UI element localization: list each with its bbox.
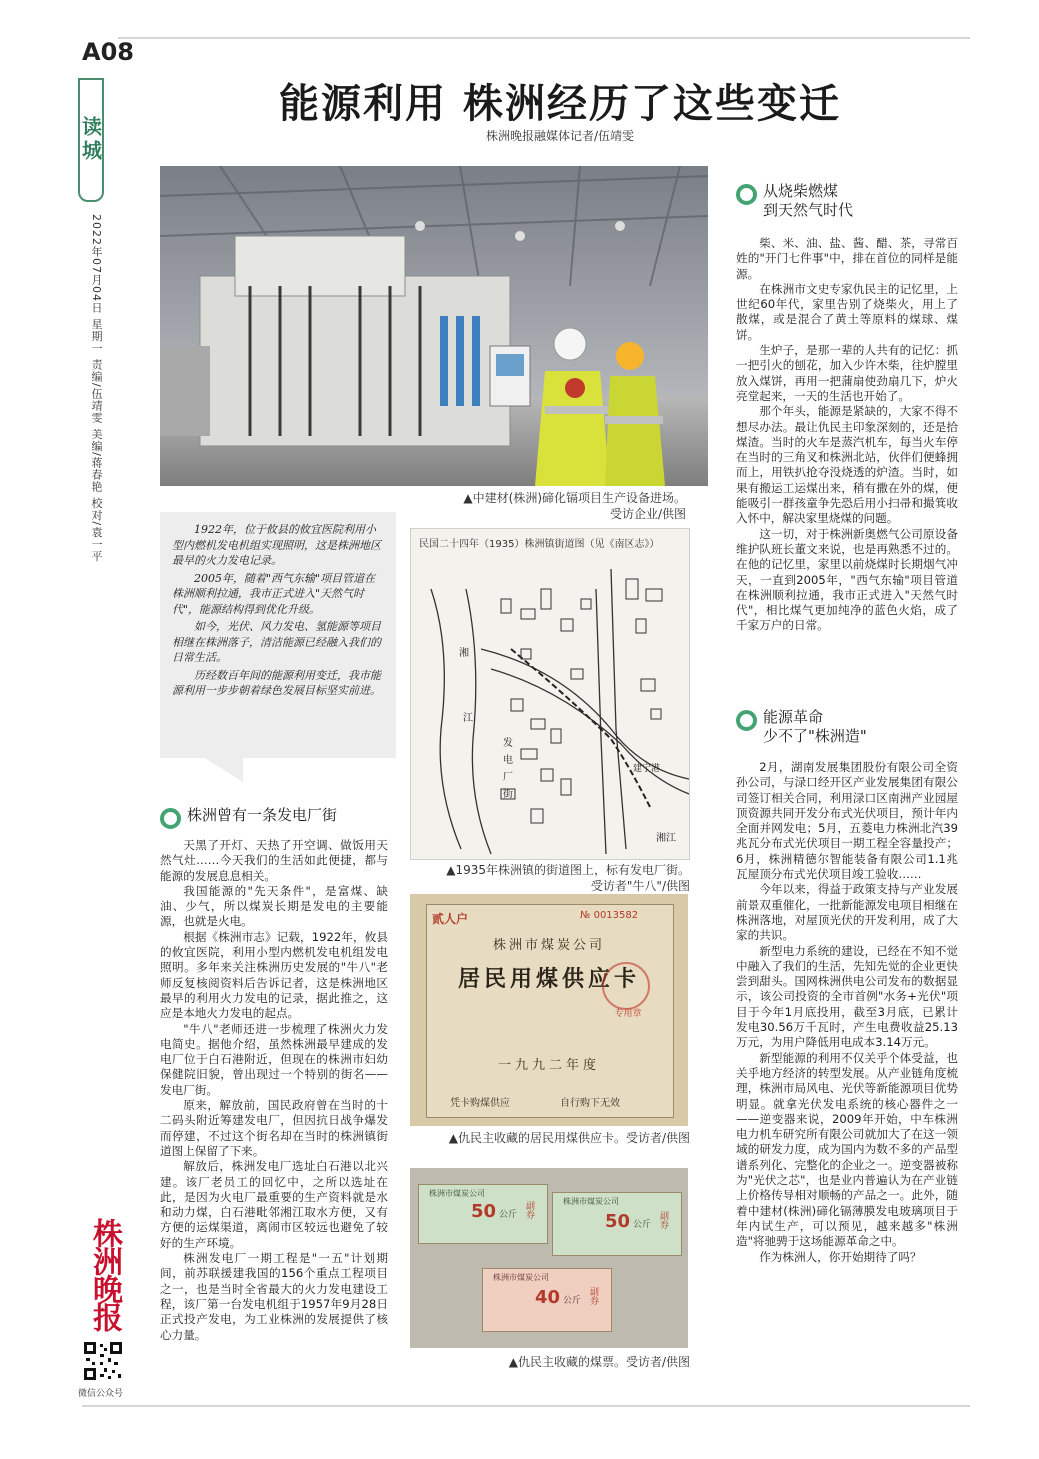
section2-title-line1: 从烧柴燃煤 — [763, 182, 839, 200]
card-number: № 0013582 — [580, 910, 639, 921]
card-seal-icon — [602, 962, 650, 1010]
map-label: 电 — [503, 755, 513, 766]
card-caption: ▲仇民主收藏的居民用煤供应卡。受访者/供图 — [448, 1131, 690, 1145]
brand-logo: 株洲晚报 — [87, 1218, 122, 1330]
coal-card-photo — [410, 894, 688, 1126]
body-paragraph: 那个年头，能源是紧缺的，大家不得不想尽办法。最让仇民主印象深刻的，还是拾煤渣。当时的火车是蒸汽机车，每当火车停在当时的三角叉和株洲北站，伙伴们便蜂拥而上，用铁扒抢夺没烧透的炉渣。当时，如果有搬运工运煤出来，稍有撒在外的煤，便能吸引一群孩童争先恐后用小扫帚和撮箕收入怀中，解决家里烧煤的问题。 — [736, 404, 958, 526]
factory-caption — [360, 490, 686, 522]
top-rule — [118, 37, 970, 39]
intro-paragraph: 历经数百年间的能源利用变迁，我市能源利用一步步朝着绿色发展目标坚实前进。 — [172, 668, 381, 697]
ticket-unit: 公斤 — [563, 1296, 582, 1306]
map-label: 建宁港 — [633, 764, 661, 774]
body-paragraph: 2月，湖南发展集团股份有限公司全资孙公司，与渌口经开区产业发展集团有限公司签订相关合同，利用渌口区南洲产业园屋顶资源共同开发分布式光伏项目，预计年内全面并网发电；5月，五菱电力株洲北汽39兆瓦分布式光伏项目一期工程全容量投产；6月，株洲精德尔智能装备有限公司1.1兆瓦屋顶分布式光伏项目竣工验收…… — [736, 760, 958, 882]
section2-title-line2: 到天然气时代 — [763, 201, 854, 219]
body-paragraph: 在株洲市文史专家仇民主的记忆里，上世纪60年代，家里告别了烧柴火，用上了散煤，或是混合了黄土等原料的煤球、煤饼。 — [736, 281, 958, 342]
ticket-amount: 40 — [535, 1287, 561, 1308]
coal-ticket — [418, 1184, 548, 1244]
body-paragraph: 新型电力系统的建设，已经在不知不觉中融入了我们的生活，先知先觉的企业更快尝到甜头。国网株洲供电公司发布的数据显示，该公司投资的全市首例"水务+光伏"项目于今年1月底投用，截至3月底，已累计发电30.56万千瓦时，产生电费收益25.13万元，为用户降低用电成本3.14万元。 — [736, 943, 958, 1050]
body-paragraph: "牛八"老师还进一步梳理了株洲火力发电简史。据他介绍，虽然株洲最早建成的发电厂位于白石港附近，但现在的株洲市妇幼保健院旧貌，曾出现过一个特别的街名——发电厂街。 — [160, 1021, 388, 1097]
ticket-side: 副券 — [524, 1201, 534, 1219]
section2-body — [736, 236, 958, 634]
ticket-head: 株洲市煤炭公司 — [429, 1189, 485, 1198]
bullet-ring-icon — [736, 184, 757, 205]
body-paragraph: 作为株洲人，你开始期待了吗？ — [759, 1249, 922, 1264]
section1-heading — [160, 806, 337, 829]
tickets-caption: ▲仇民主收藏的煤票。受访者/供图 — [508, 1355, 690, 1369]
intro-box-tail — [205, 758, 243, 782]
section3-title-line1: 能源革命 — [763, 708, 824, 726]
body-paragraph: 今年以来，得益于政策支持与产业发展前景双重催化，一批新能源发电项目相继在株洲落地，对屋顶光伏的开发利用，成了大家的共识。 — [736, 882, 958, 943]
ticket-head: 株洲市煤炭公司 — [493, 1273, 549, 1282]
card-corner: 贰人户 — [432, 912, 469, 926]
intro-text — [172, 522, 384, 701]
bullet-ring-icon — [160, 808, 181, 829]
section3-heading — [736, 708, 867, 746]
section-tab — [78, 78, 104, 202]
intro-paragraph: 1922年，位于攸县的攸宜医院利用小型内燃机发电机组实现照明，这是株洲地区最早的火力发电记录。 — [172, 523, 381, 567]
map-image — [410, 528, 690, 860]
card-title: 居民用煤供应卡 — [457, 967, 640, 992]
section1-title: 株洲曾有一条发电厂街 — [187, 806, 338, 824]
body-paragraph: 新型能源的利用不仅关乎个体受益，也关乎地方经济的转型发展。从产业链角度梳理，株洲市局风电、光伏等新能源项目优势明显。就拿光伏发电系统的核心器件之一——逆变器来说，2009年开始，中车株洲电力机车研究所有限公司就加大了在这一领域的研发力度，成为国内为数不多的产品型谱系列化、完整化的企业之一。逆变器被称为"光伏之芯"，也是业内普遍认为在产业链上价格传导相对顺畅的产品之一。此外，随着中建材(株洲)碲化镉薄膜发电玻璃项目于年内试生产，可以预见，越来越多"株洲造"将驰骋于这场能源革命之中。 — [736, 1050, 958, 1249]
factory-credit: 受访企业/供图 — [609, 507, 686, 521]
body-paragraph: 株洲发电厂一期工程是"一五"计划期间，前苏联援建我国的156个重点工程项目之一，也是当时全省最大的火力发电建设工程，该厂第一台发电机组于1957年9月28日正式投产发电，为工业株洲的发展提供了核心力量。 — [160, 1251, 388, 1342]
ticket-head: 株洲市煤炭公司 — [563, 1197, 619, 1206]
card-note-left: 凭卡购煤供应 — [450, 1098, 510, 1109]
coal-ticket — [552, 1192, 682, 1256]
body-paragraph: 生炉子，是那一辈的人共有的记忆：抓一把引火的刨花，加入少许木柴，往炉膛里放入煤饼，再用一把蒲扇使劲扇几下，炉火亮堂起来，一天的生活也开始了。 — [736, 343, 958, 403]
bottom-rule — [82, 1405, 970, 1407]
map-label: 发 — [503, 738, 513, 749]
card-note-right: 自行购下无效 — [560, 1098, 620, 1109]
section2-heading — [736, 182, 853, 220]
body-paragraph: 解放后，株洲发电厂选址白石港以北兴建。该厂老员工的回忆中，之所以选址在此，是因为火电厂最重要的生产资料就是水和动力煤，白石港毗邻湘江取水方便，又有方便的运煤渠道，离闹市区较远也避免了较好的生产环境。 — [160, 1159, 388, 1250]
body-paragraph: 我国能源的"先天条件"，是富煤、缺油、少气，所以煤炭长期是发电的主要能源，也就是火电。 — [160, 883, 388, 929]
body-paragraph: 天黑了开灯、天热了开空调、做饭用天然气灶……今天我们的生活如此便捷，都与能源的发展息息相关。 — [160, 838, 388, 883]
map-label: 湘江 — [656, 833, 676, 844]
ticket-amount: 50 — [471, 1201, 497, 1222]
intro-paragraph: 2005年，随着"西气东输"项目管道在株洲顺利拉通，我市正式进入"天然气时代"，能源结构得到优化升级。 — [172, 571, 376, 616]
map-credit: 受访者"牛八"/供图 — [590, 879, 690, 893]
page-number: A08 — [82, 38, 134, 66]
map-label: 江 — [463, 713, 473, 724]
body-paragraph: 这一切，对于株洲新奥燃气公司原设备维护队班长董文来说，也是再熟悉不过的。在他的记忆里，家里以前烧煤时长期烟气冲天，一直到2005年，"西气东输"项目管道在株洲顺利拉通，我市正式进入"天然气时代"，相比煤气更加纯净的蓝色火焰，成了千家万户的日常。 — [736, 526, 958, 633]
byline: 株洲晚报融媒体记者/伍靖雯 — [485, 129, 635, 143]
section3-body — [736, 760, 958, 1265]
map-caption-text: ▲1935年株洲镇的街道图上，标有发电厂街。 — [446, 863, 690, 877]
ticket-unit: 公斤 — [633, 1220, 652, 1230]
section1-body — [160, 838, 388, 1343]
ticket-amount: 50 — [605, 1211, 631, 1232]
factory-caption-text: ▲中建材(株洲)碲化镉项目生产设备进场。 — [463, 491, 686, 505]
ticket-side: 副券 — [658, 1211, 668, 1229]
map-caption — [400, 862, 690, 894]
section-label: 读城 — [78, 116, 103, 164]
intro-paragraph: 如今，光伏、风力发电、氢能源等项目相继在株洲落子，清洁能源已经融入我们的日常生活。 — [172, 620, 381, 664]
map-title: 民国二十四年（1935）株洲镇街道图（见《南区志》） — [419, 539, 660, 550]
ticket-side: 副券 — [588, 1287, 598, 1305]
map-label: 厂 — [503, 772, 513, 783]
section3-title-line2: 少不了"株洲造" — [763, 727, 867, 745]
qr-label: 微信公众号 — [78, 1389, 124, 1399]
headline: 能源利用 株洲经历了这些变迁 — [279, 81, 841, 127]
card-year: 一九九二年度 — [497, 1058, 600, 1073]
card-company: 株洲市煤炭公司 — [492, 938, 605, 953]
qr-code-icon[interactable] — [82, 1340, 124, 1382]
coal-ticket — [482, 1268, 612, 1332]
map-label: 湘 — [459, 648, 469, 659]
body-paragraph: 根据《株洲市志》记载，1922年，攸县的攸宜医院，利用小型内燃机发电机组发电照明。多年来关注株洲历史发展的"牛八"老师反复核阅资料后告诉记者，这是株洲地区最早的利用火力发电的记录，据此推之，这应是本地火力发电的起点。 — [160, 929, 388, 1021]
coal-tickets-photo — [410, 1168, 688, 1348]
body-paragraph: 原来，解放前，国民政府曾在当时的十二码头附近筹建发电厂，但因抗日战争爆发而停建，不过这个街名却在当时的株洲镇街道图上保留了下来。 — [160, 1098, 388, 1158]
map-label: 街 — [503, 789, 513, 800]
ticket-unit: 公斤 — [499, 1210, 518, 1220]
body-paragraph: 柴、米、油、盐、酱、醋、茶，寻常百姓的"开门七件事"中，排在首位的同样是能源。 — [736, 236, 958, 281]
card-seal-text: 专用章 — [614, 1009, 642, 1019]
bullet-ring-icon — [736, 710, 757, 731]
factory-photo — [160, 166, 708, 486]
side-meta: 2022年07月04日 星期一 责编/伍靖雯 美编/蒋春艳 校对/袁一平 — [90, 214, 103, 563]
